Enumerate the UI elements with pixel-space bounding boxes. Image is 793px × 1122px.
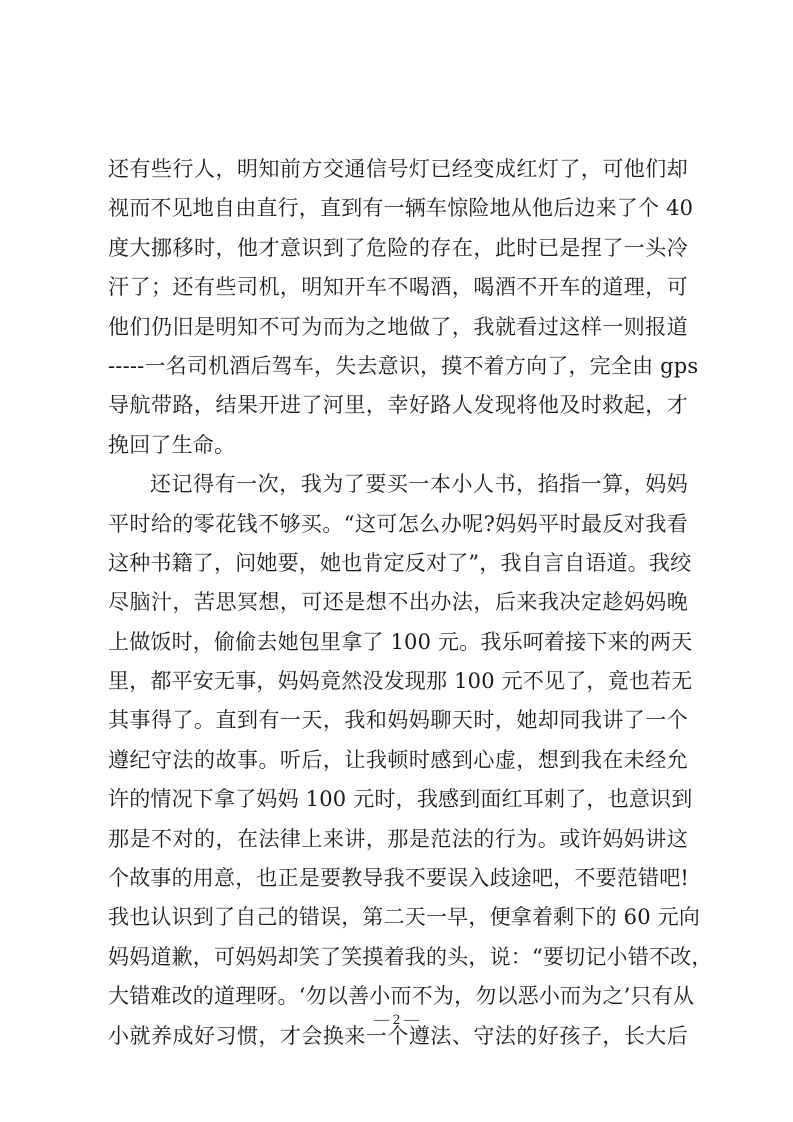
page-number: — 2 — (374, 1012, 419, 1028)
text-line: 还有些行人，明知前方交通信号灯已经变成红灯了，可他们却 (108, 157, 688, 181)
paragraph (108, 465, 713, 1056)
text-line: 视而不见地自由直行，直到有一辆车惊险地从他后边来了个 40 (108, 196, 694, 221)
text-line: 度大挪移时，他才意识到了危险的存在，此时已是捏了一头冷 (108, 235, 688, 260)
text-line: 里，都平安无事，妈妈竟然没发现那 100 元不见了，竟也若无 (108, 669, 693, 694)
text-line: 上做饭时，偷偷去她包里拿了 100 元。我乐呵着接下来的两天 (108, 629, 693, 654)
text-line: 尽脑汁，苦思冥想，可还是想不出办法，后来我决定趁妈妈晚 (108, 590, 688, 615)
text-line: 其事得了。直到有一天，我和妈妈聊天时，她却同我讲了一个 (108, 708, 688, 733)
text-line: 妈妈道歉，可妈妈却笑了笑摸着我的头，说：“要切记小错不改， (108, 944, 713, 969)
text-line: 许的情况下拿了妈妈 100 元时，我感到面红耳刺了，也意识到 (108, 787, 693, 812)
text-line: 大错难改的道理呀。‘勿以善小而不为，勿以恶小而为之’只有从 (108, 984, 695, 1009)
paragraph (108, 150, 699, 465)
text-line: 导航带路，结果开进了河里，幸好路人发现将他及时救起，才 (108, 393, 688, 418)
text-line: 那是不对的，在法律上来讲，那是范法的行为。或许妈妈讲这 (108, 826, 688, 851)
text-line: 平时给的零花钱不够买。“这可怎么办呢?妈妈平时最反对我看 (108, 511, 688, 536)
text-line: 遵纪守法的故事。听后，让我顿时感到心虚，想到我在未经允 (108, 747, 688, 772)
body-text (108, 150, 713, 1056)
text-line: 汗了；还有些司机，明知开车不喝酒，喝酒不开车的道理，可 (108, 275, 688, 300)
text-line: -----一名司机酒后驾车，失去意识，摸不着方向了，完全由 gps (108, 353, 699, 378)
text-line: 这种书籍了，问她要，她也肯定反对了”，我自言自语道。我绞 (108, 550, 692, 575)
text-line: 个故事的用意，也正是要教导我不要误入歧途吧，不要范错吧! (108, 866, 690, 891)
text-line: 我也认识到了自己的错误，第二天一早，便拿着剩下的 60 元向 (108, 905, 701, 930)
text-line: 挽回了生命。 (108, 432, 236, 457)
text-line: 还记得有一次，我为了要买一本小人书，掐指一算，妈妈 (150, 472, 688, 497)
text-line: 小就养成好习惯，才会换来一个遵法、守法的好孩子，长大后 (108, 1023, 688, 1048)
text-line: 他们仍旧是明知不可为而为之地做了，我就看过这样一则报道 (108, 314, 688, 339)
